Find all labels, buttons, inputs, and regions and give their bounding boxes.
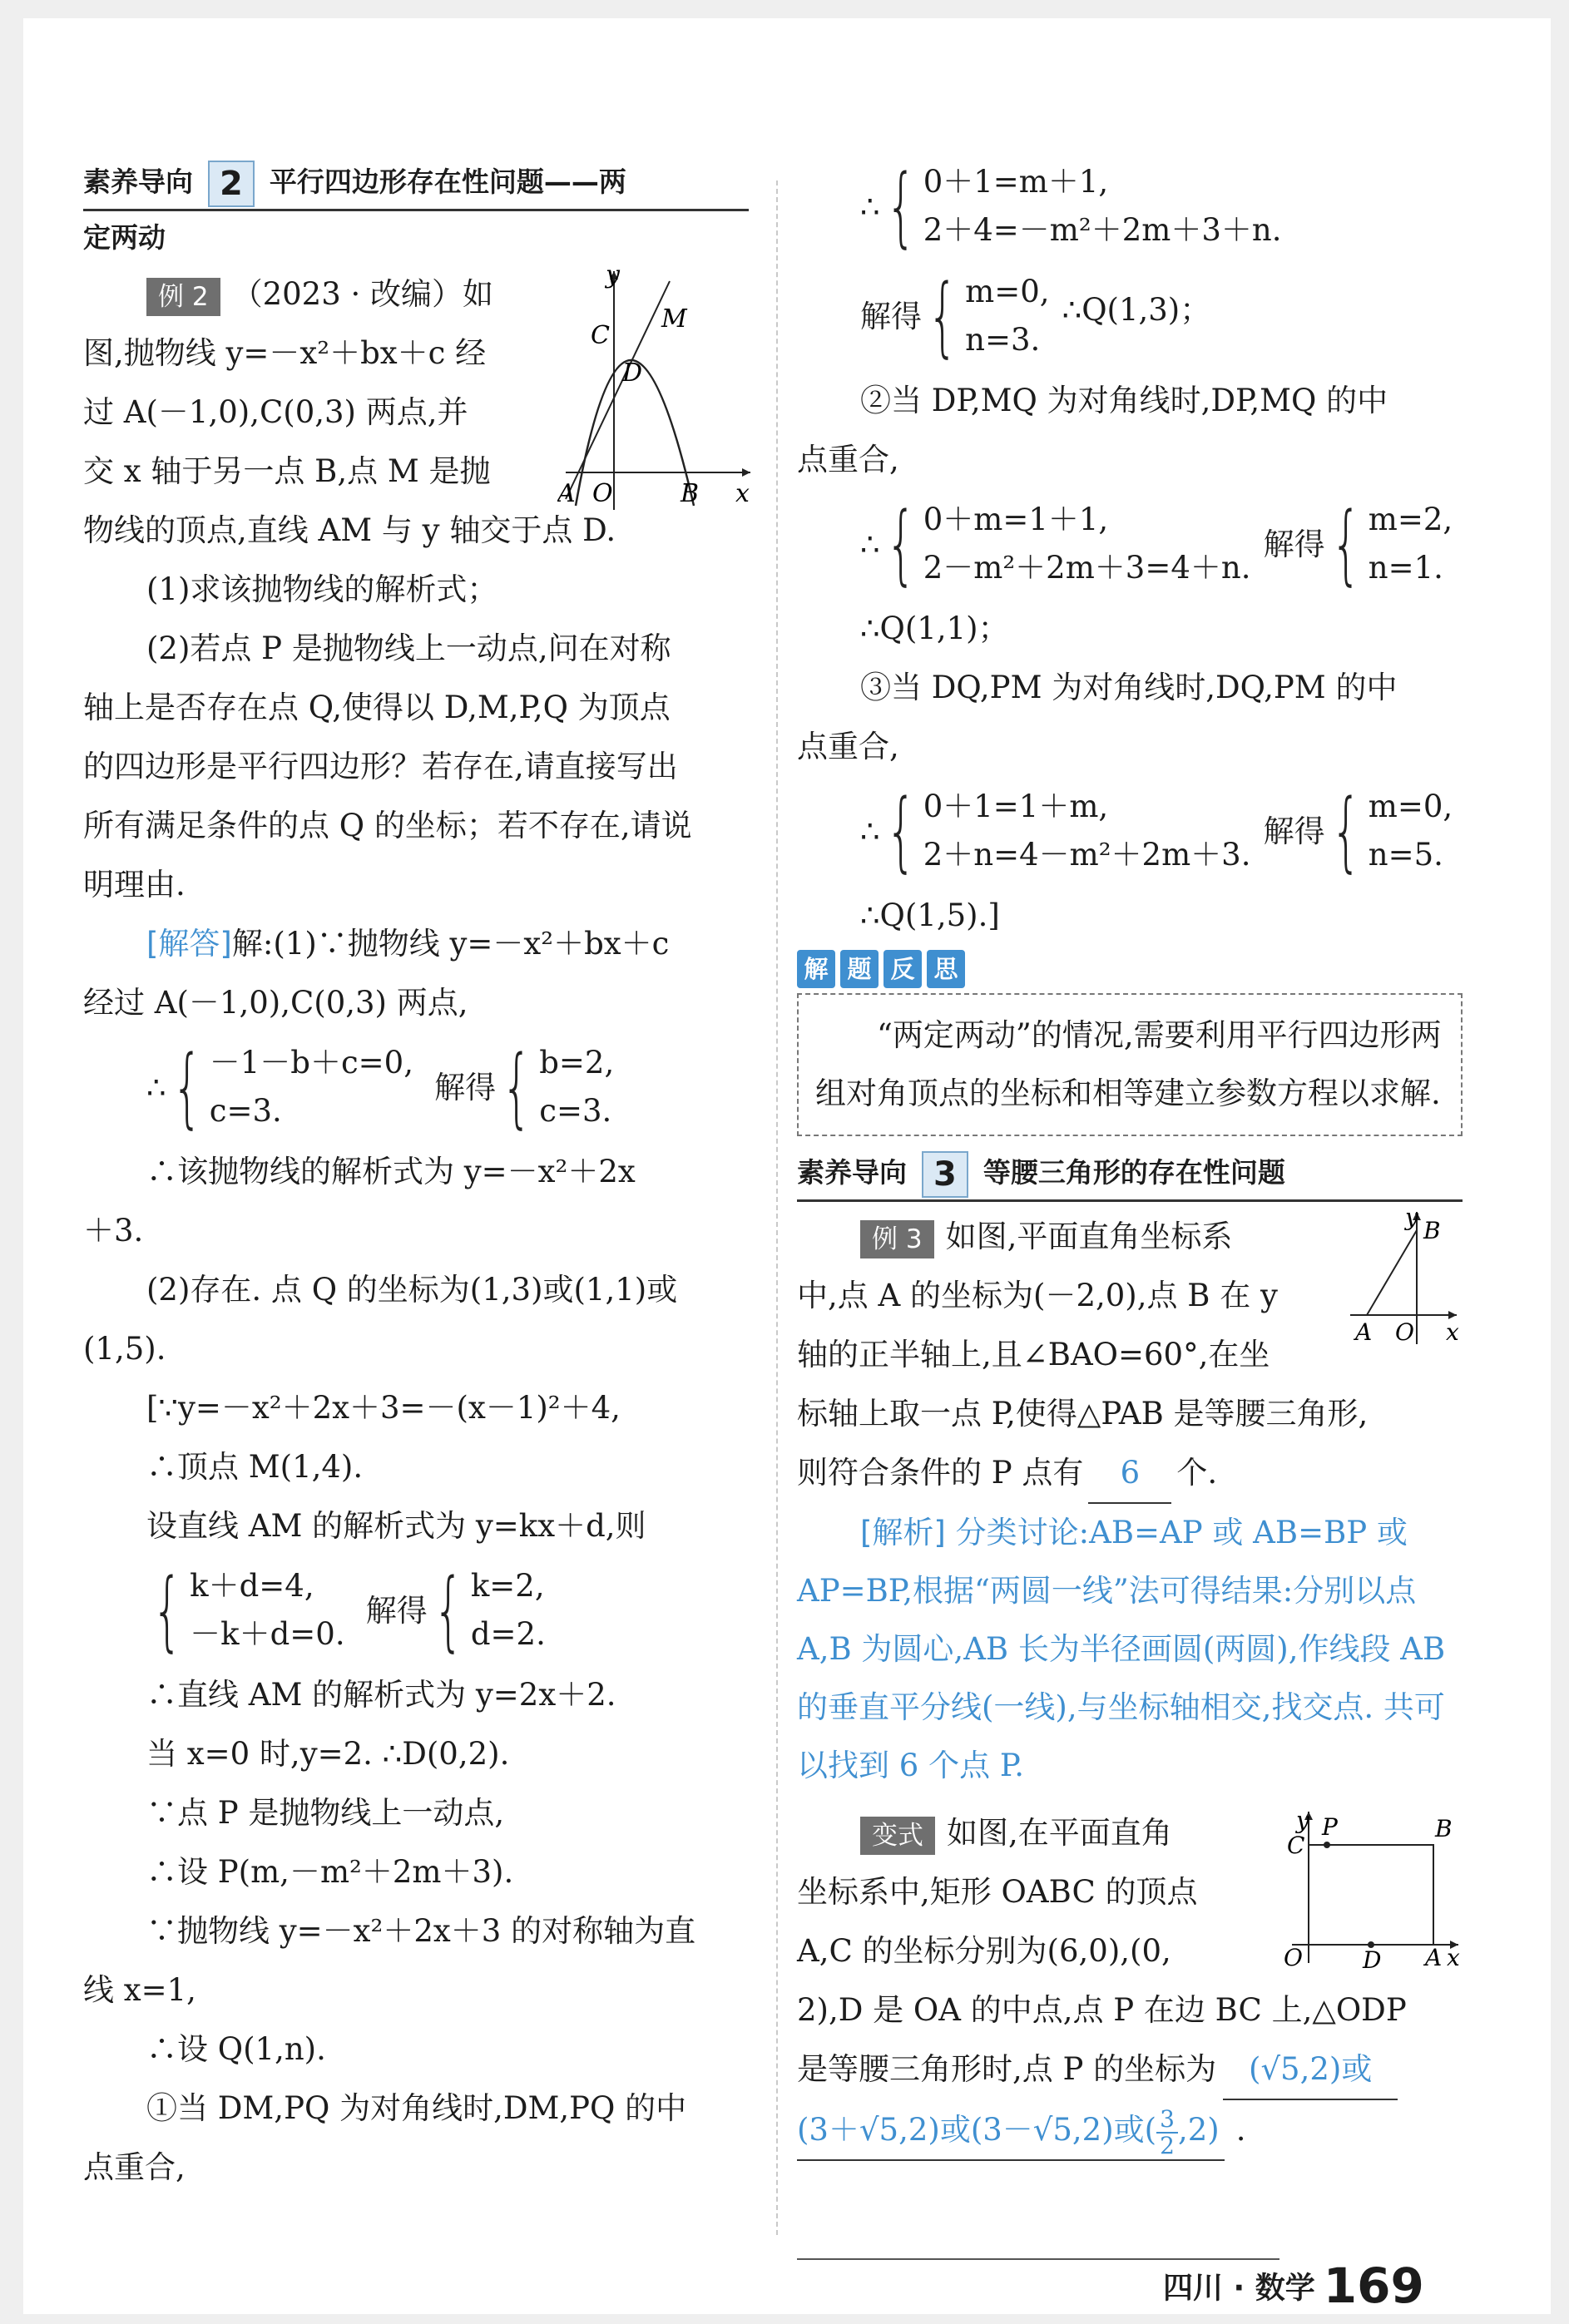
example-3-tag: 例 3	[860, 1220, 934, 1258]
variant-text: 是等腰三角形时,点 P 的坐标为	[797, 2051, 1217, 2087]
case-2-line-1: ②当 DP,MQ 为对角线时,DP,MQ 的中	[860, 383, 1388, 418]
system-row: k=2,	[470, 1568, 545, 1604]
graph1-label-b: B	[681, 479, 700, 508]
q-result-2: ∴Q(1,1)；	[860, 611, 1009, 646]
text-line: ∴该抛物线的解析式为 y=－x²＋2x	[146, 1154, 636, 1189]
variant-line-4: 2),D 是 OA 的中点,点 P 在边 BC 上,△ODP	[797, 1992, 1407, 2028]
analysis-block	[797, 1504, 1463, 1795]
equation-system-5: ∴ { 0＋1=1＋m, 2＋n=4－m²＋2m＋3. 解得 { m=0, n=5.	[860, 780, 1453, 882]
parabola-graph	[557, 265, 757, 514]
system-row: d=2.	[470, 1616, 546, 1652]
example-2-line-3: 过 A(－1,0),C(0,3) 两点,并	[83, 394, 468, 430]
solution-text: 解:(1)∵抛物线 y=－x²＋bx＋c	[231, 926, 670, 962]
text-line: 线 x=1,	[83, 1972, 196, 2008]
question-2-line-1: (2)若点 P 是抛物线上一动点,问在对称	[146, 630, 671, 666]
section-title: 平行四边形存在性问题——两	[269, 166, 626, 198]
variant-text: .	[1235, 2112, 1246, 2148]
question-2-line-5: 明理由.	[83, 867, 186, 902]
example-2-tag: 例 2	[146, 278, 220, 316]
analysis-text: 分类讨论:AB=AP 或 AB=BP 或 AP=BP,根据“两圆一线”法可得结果:分别以点 A,B 为圆心,AB 长为半径画圆(两圆),作线段 AB 的垂直平分线(一线),与坐标轴相交,找交点. 共可以找到 6 个点 P.	[797, 1515, 1446, 1783]
example-2-line-5: 物线的顶点,直线 AM 与 y 轴交于点 D.	[83, 512, 616, 548]
system-row: b=2,	[539, 1045, 615, 1080]
text-line: [∵y=－x²＋2x＋3=－(x－1)²＋4,	[146, 1390, 621, 1426]
system-row: 2＋n=4－m²＋2m＋3.	[923, 837, 1251, 873]
rectangle-graph	[1259, 1803, 1467, 1970]
example-2-text: （2023 · 改编）如	[231, 276, 494, 312]
therefore-symbol: ∴	[860, 813, 880, 849]
example-2-line-4: 交 x 轴于另一点 B,点 M 是抛	[83, 453, 491, 489]
system-row: n=5.	[1368, 837, 1443, 873]
example-3-answer: 6	[1088, 1443, 1171, 1504]
variant-line-2: 坐标系中,矩形 OABC 的顶点	[797, 1874, 1198, 1910]
graph2-label-a: A	[1355, 1318, 1373, 1346]
variant-text: 如图,在平面直角	[947, 1815, 1172, 1851]
text-line: (1,5).	[83, 1331, 166, 1367]
graph2-label-o: O	[1395, 1318, 1414, 1346]
graph3-label-d: D	[1363, 1946, 1382, 1970]
reflection-box	[797, 993, 1463, 1136]
text-line: ∴设 Q(1,n).	[146, 2031, 326, 2067]
system-row: m=0,	[1368, 789, 1453, 824]
graph1-label-o: O	[592, 479, 613, 508]
system-row: 2－m²＋2m＋3=4＋n.	[923, 550, 1251, 586]
column-divider	[776, 180, 778, 2235]
q-result-3: ∴Q(1,5).]	[860, 897, 1000, 933]
system-row: －1－b＋c=0,	[209, 1045, 413, 1080]
equation-system-3: ∴ { 0＋1=m＋1, 2＋4=－m²＋2m＋3＋n.	[860, 156, 1282, 257]
system-row: 0＋m=1＋1,	[923, 502, 1109, 537]
section-3-heading	[797, 1146, 1463, 1202]
graph3-label-a: A	[1425, 1944, 1443, 1970]
example-3-line-5	[797, 1443, 1463, 1504]
variant-answer-1: (√5,2)或	[1223, 2040, 1398, 2100]
case-2-line-2: 点重合,	[797, 442, 899, 477]
graph1-label-c: C	[591, 321, 610, 350]
system-row: c=3.	[209, 1093, 282, 1129]
system-row: n=3.	[965, 322, 1041, 358]
fraction-denominator: 2	[1160, 2131, 1175, 2159]
text-line: ∵点 P 是抛物线上一动点,	[146, 1795, 505, 1831]
solve-label: 解得	[860, 298, 922, 334]
reflection-title-char: 反	[883, 950, 922, 988]
text-line: ＋3.	[83, 1213, 144, 1249]
equation-system-4: ∴ { 0＋m=1＋1, 2－m²＋2m＋3=4＋n. 解得 { m=2, n=1.	[860, 493, 1453, 595]
variant-answer-text: ,2)	[1177, 2112, 1220, 2148]
reflection-title-char: 解	[797, 950, 835, 988]
system-row: －k＋d=0.	[190, 1616, 345, 1652]
system-row: 2＋4=－m²＋2m＋3＋n.	[923, 212, 1282, 248]
graph1-label-a: A	[557, 479, 576, 508]
variant-answer-text: (3＋√5,2)或(3－√5,2)或(	[797, 2112, 1157, 2148]
graph1-label-x: x	[735, 479, 750, 508]
example-3-text: 个.	[1176, 1455, 1218, 1491]
fraction	[1156, 2104, 1178, 2159]
graph1-label-m: M	[661, 304, 687, 334]
analysis-tag: [解析]	[860, 1515, 946, 1550]
textbook-page	[23, 18, 1551, 2314]
example-2-line-2: 图,抛物线 y=－x²＋bx＋c 经	[83, 335, 487, 371]
example-3-text: 如图,平面直角坐标系	[945, 1219, 1233, 1254]
section-title-cont: 定两动	[83, 221, 166, 254]
variant-answer-2	[797, 2100, 1225, 2161]
graph2-label-b: B	[1423, 1217, 1441, 1244]
reflection-text: “两定两动”的情况,需要利用平行四边形两组对角顶点的坐标和相等建立参数方程以求解.	[815, 1017, 1442, 1111]
graph3-label-o: O	[1284, 1944, 1303, 1970]
variant-tag: 变式	[860, 1817, 935, 1855]
solution-line-1	[83, 914, 749, 973]
example-3-text: 则符合条件的 P 点有	[797, 1455, 1084, 1491]
example-3-line-2: 中,点 A 的坐标为(－2,0),点 B 在 y	[797, 1278, 1278, 1313]
graph2-label-y: y	[1405, 1207, 1418, 1231]
system-row: 0＋1=m＋1,	[923, 164, 1109, 200]
solve-label: 解得	[1263, 813, 1325, 849]
system-row: m=0,	[965, 274, 1050, 309]
variant-block	[797, 1803, 1463, 2161]
graph1-label-y: y	[606, 265, 620, 289]
reflection-title-char: 思	[927, 950, 965, 988]
triangle-graph	[1350, 1207, 1467, 1348]
equation-system-2: { k＋d=4, －k＋d=0. 解得 { k=2, d=2.	[151, 1560, 546, 1661]
system-row: 0＋1=1＋m,	[923, 789, 1109, 824]
text-line: ①当 DM,PQ 为对角线时,DM,PQ 的中	[146, 2090, 687, 2126]
system-row: c=3.	[539, 1093, 612, 1129]
text-line: ∴直线 AM 的解析式为 y=2x＋2.	[146, 1677, 616, 1713]
section-2-heading	[83, 156, 749, 211]
graph3-label-b: B	[1435, 1815, 1453, 1842]
graph2-label-x: x	[1446, 1318, 1459, 1346]
page-number: 169	[1323, 2257, 1424, 2314]
graph3-label-p: P	[1322, 1813, 1338, 1841]
variant-line-5	[797, 2040, 1463, 2100]
graph1-label-d: D	[622, 358, 643, 388]
therefore-symbol: ∴	[860, 526, 880, 562]
page-footer	[1163, 2257, 1424, 2314]
case-3-line-2: 点重合,	[797, 729, 899, 764]
therefore-symbol: ∴	[860, 188, 880, 225]
section-number: 3	[922, 1151, 968, 1198]
footer-subject: 四川 · 数学	[1163, 2271, 1315, 2306]
case-3-line-1: ③当 DQ,PM 为对角线时,DQ,PM 的中	[860, 670, 1398, 705]
reflection-title-char: 题	[840, 950, 879, 988]
section-label: 素养导向	[797, 1156, 907, 1189]
graph3-label-x: x	[1447, 1944, 1460, 1970]
therefore-symbol: ∴	[146, 1069, 166, 1105]
text-line: ∴设 P(m,－m²＋2m＋3).	[146, 1854, 514, 1890]
system-row: k＋d=4,	[190, 1568, 314, 1604]
example-2-block	[83, 265, 749, 560]
section-title: 等腰三角形的存在性问题	[982, 1156, 1285, 1189]
q-result-1: ∴Q(1,3)；	[1062, 291, 1211, 328]
example-3-line-4: 标轴上取一点 P,使得△PAB 是等腰三角形,	[797, 1396, 1369, 1431]
equation-system-1: ∴ { －1－b＋c=0, c=3. 解得 { b=2, c=3.	[146, 1036, 615, 1138]
graph3-label-y: y	[1296, 1807, 1309, 1834]
question-2-line-3: 的四边形是平行四边形？若存在,请直接写出	[83, 749, 678, 784]
system-row: m=2,	[1368, 502, 1453, 537]
question-1: (1)求该抛物线的解析式；	[146, 571, 498, 607]
section-label: 素养导向	[83, 166, 193, 198]
system-row: n=1.	[1368, 550, 1443, 586]
text-line: ∵抛物线 y=－x²＋2x＋3 的对称轴为直	[146, 1913, 696, 1949]
text-line: (2)存在. 点 Q 的坐标为(1,3)或(1,1)或	[146, 1272, 678, 1308]
text-line: 设直线 AM 的解析式为 y=kx＋d,则	[146, 1508, 646, 1544]
variant-line-6	[797, 2100, 1463, 2161]
right-column	[797, 151, 1463, 2161]
equation-system-3-solution: 解得 { m=0, n=3. ∴Q(1,3)；	[860, 265, 1211, 367]
solve-label: 解得	[1263, 526, 1325, 562]
text-line: 点重合,	[83, 2149, 186, 2185]
fraction-numerator: 3	[1156, 2107, 1178, 2134]
question-2-line-2: 轴上是否存在点 Q,使得以 D,M,P,Q 为顶点	[83, 690, 671, 725]
example-3-block	[797, 1207, 1463, 1504]
example-3-line-3: 轴的正半轴上,且∠BAO=60°,在坐	[797, 1337, 1270, 1372]
text-line: 当 x=0 时,y=2. ∴D(0,2).	[146, 1736, 510, 1772]
left-column	[83, 156, 749, 2197]
text-line: ∴顶点 M(1,4).	[146, 1449, 364, 1485]
graph3-label-c: C	[1287, 1832, 1305, 1859]
solution-tag: [解答]	[146, 926, 232, 962]
reflection-title	[797, 950, 1463, 988]
question-2-line-4: 所有满足条件的点 Q 的坐标；若不存在,请说	[83, 808, 692, 843]
solve-label: 解得	[365, 1592, 428, 1629]
variant-line-3: A,C 的坐标分别为(6,0),(0,	[797, 1933, 1171, 1969]
section-number: 2	[208, 161, 255, 207]
solve-label: 解得	[434, 1069, 497, 1105]
solution-line-2: 经过 A(－1,0),C(0,3) 两点,	[83, 985, 468, 1021]
